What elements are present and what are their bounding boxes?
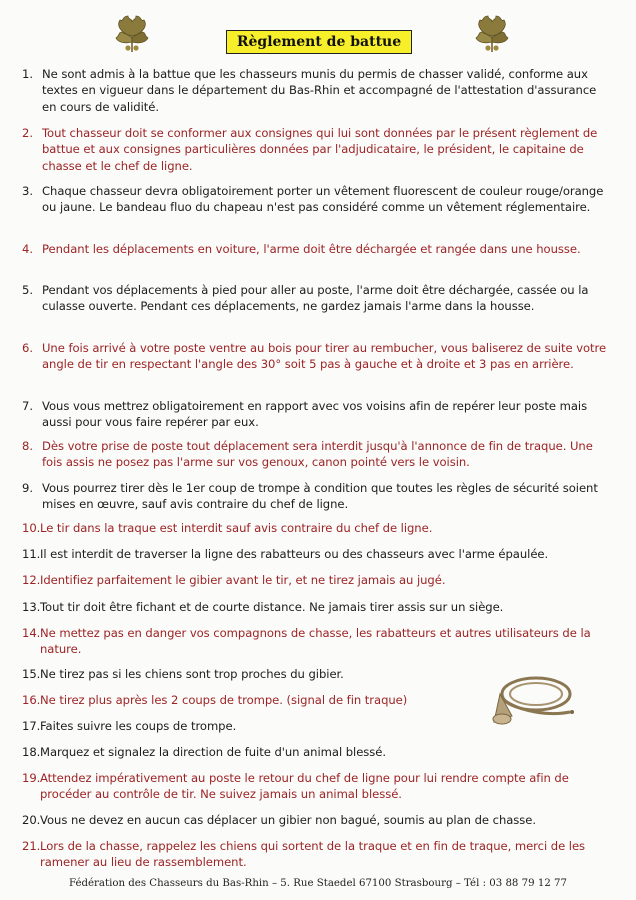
rule-item: 6. Une fois arrivé à votre poste ventre au bois pour tirer au rembucher, vous baliserez de suite votre angle de tir en respectant l'angle des 30° soit 5 pas à gauche et à droite et 3 pas en arrière.: [22, 341, 607, 372]
hunting-horn-icon: [490, 672, 582, 728]
rule-item: 2. Tout chasseur doit se conformer aux consignes qui lui sont données par le présent règlement de battue et aux consignes particulières données par l'adjudicataire, le président, le capitaine de chasse et le chef de ligne.: [22, 126, 598, 173]
footer-contact: Fédération des Chasseurs du Bas-Rhin – 5. Rue Staedel 67100 Strasbourg – Tél : 03 88 79 12 77: [68, 878, 568, 889]
rule-item: 10. Le tir dans la traque est interdit sauf avis contraire du chef de ligne.: [22, 521, 433, 535]
rule-item: 12. Identifiez parfaitement le gibier avant le tir, et ne tirez jamais au jugé.: [22, 573, 446, 587]
rule-item: 17. Faites suivre les coups de trompe.: [22, 719, 237, 733]
rule-item: 15. Ne tirez pas si les chiens sont trop proches du gibier.: [22, 667, 344, 681]
rule-item: 19. Attendez impérativement au poste le retour du chef de ligne pour lui rendre compte afin de procéder au contrôle de tir. Ne suivez jamais un animal blessé.: [22, 771, 569, 802]
rule-item: 18. Marquez et signalez la direction de fuite d'un animal blessé.: [22, 745, 387, 759]
rule-item: 1. Ne sont admis à la battue que les chasseurs munis du permis de chasser validé, conforme aux textes en vigueur dans le département du Bas-Rhin et accompagné de l'attestation d'assurance en cours de validité.: [22, 67, 597, 114]
rule-item: 8. Dès votre prise de poste tout déplacement sera interdit jusqu'à l'annonce de fin de traque. Une fois assis ne posez pas l'arme sur vos genoux, canon pointé vers le voisin.: [22, 439, 593, 470]
rule-item: 3. Chaque chasseur devra obligatoirement porter un vêtement fluorescent de couleur rouge/orange ou jaune. Le bandeau fluo du chapeau n'est pas considéré comme un vêtement réglementaire.: [22, 184, 604, 215]
rule-item: 5. Pendant vos déplacements à pied pour aller au poste, l'arme doit être déchargée, cassée ou la culasse ouverte. Pendant ces déplacements, ne gardez jamais l'arme dans la housse.: [22, 283, 589, 314]
rule-item: 20. Vous ne devez en aucun cas déplacer un gibier non bagué, soumis au plan de chasse.: [22, 813, 536, 827]
rule-item: 11. Il est interdit de traverser la ligne des rabatteurs ou des chasseurs avec l'arme épaulée.: [22, 547, 549, 561]
rule-item: 4. Pendant les déplacements en voiture, l'arme doit être déchargée et rangée dans une housse.: [22, 242, 581, 256]
rule-item: 14. Ne mettez pas en danger vos compagnons de chasse, les rabatteurs et autres utilisateurs de la nature.: [22, 626, 591, 657]
rule-item: 9. Vous pourrez tirer dès le 1er coup de trompe à condition que toutes les règles de sécurité soient mises en œuvre, sauf avis contraire du chef de ligne.: [22, 481, 598, 512]
rule-item: 13. Tout tir doit être fichant et de courte distance. Ne jamais tirer assis sur un siège.: [22, 600, 504, 614]
page-title: Règlement de battue: [226, 30, 412, 54]
rule-item: 16. Ne tirez plus après les 2 coups de trompe. (signal de fin traque): [22, 693, 408, 707]
oak-leaf-icon: [108, 12, 156, 56]
rule-item: 21. Lors de la chasse, rappelez les chiens qui sortent de la traque et en fin de traque, merci de les ramener au lieu de rassemblement.: [22, 839, 586, 870]
rule-item: 7. Vous vous mettrez obligatoirement en rapport avec vos voisins afin de repérer leur poste mais aussi pour vous faire repérer par eux.: [22, 399, 588, 430]
oak-leaf-icon: [468, 12, 516, 56]
